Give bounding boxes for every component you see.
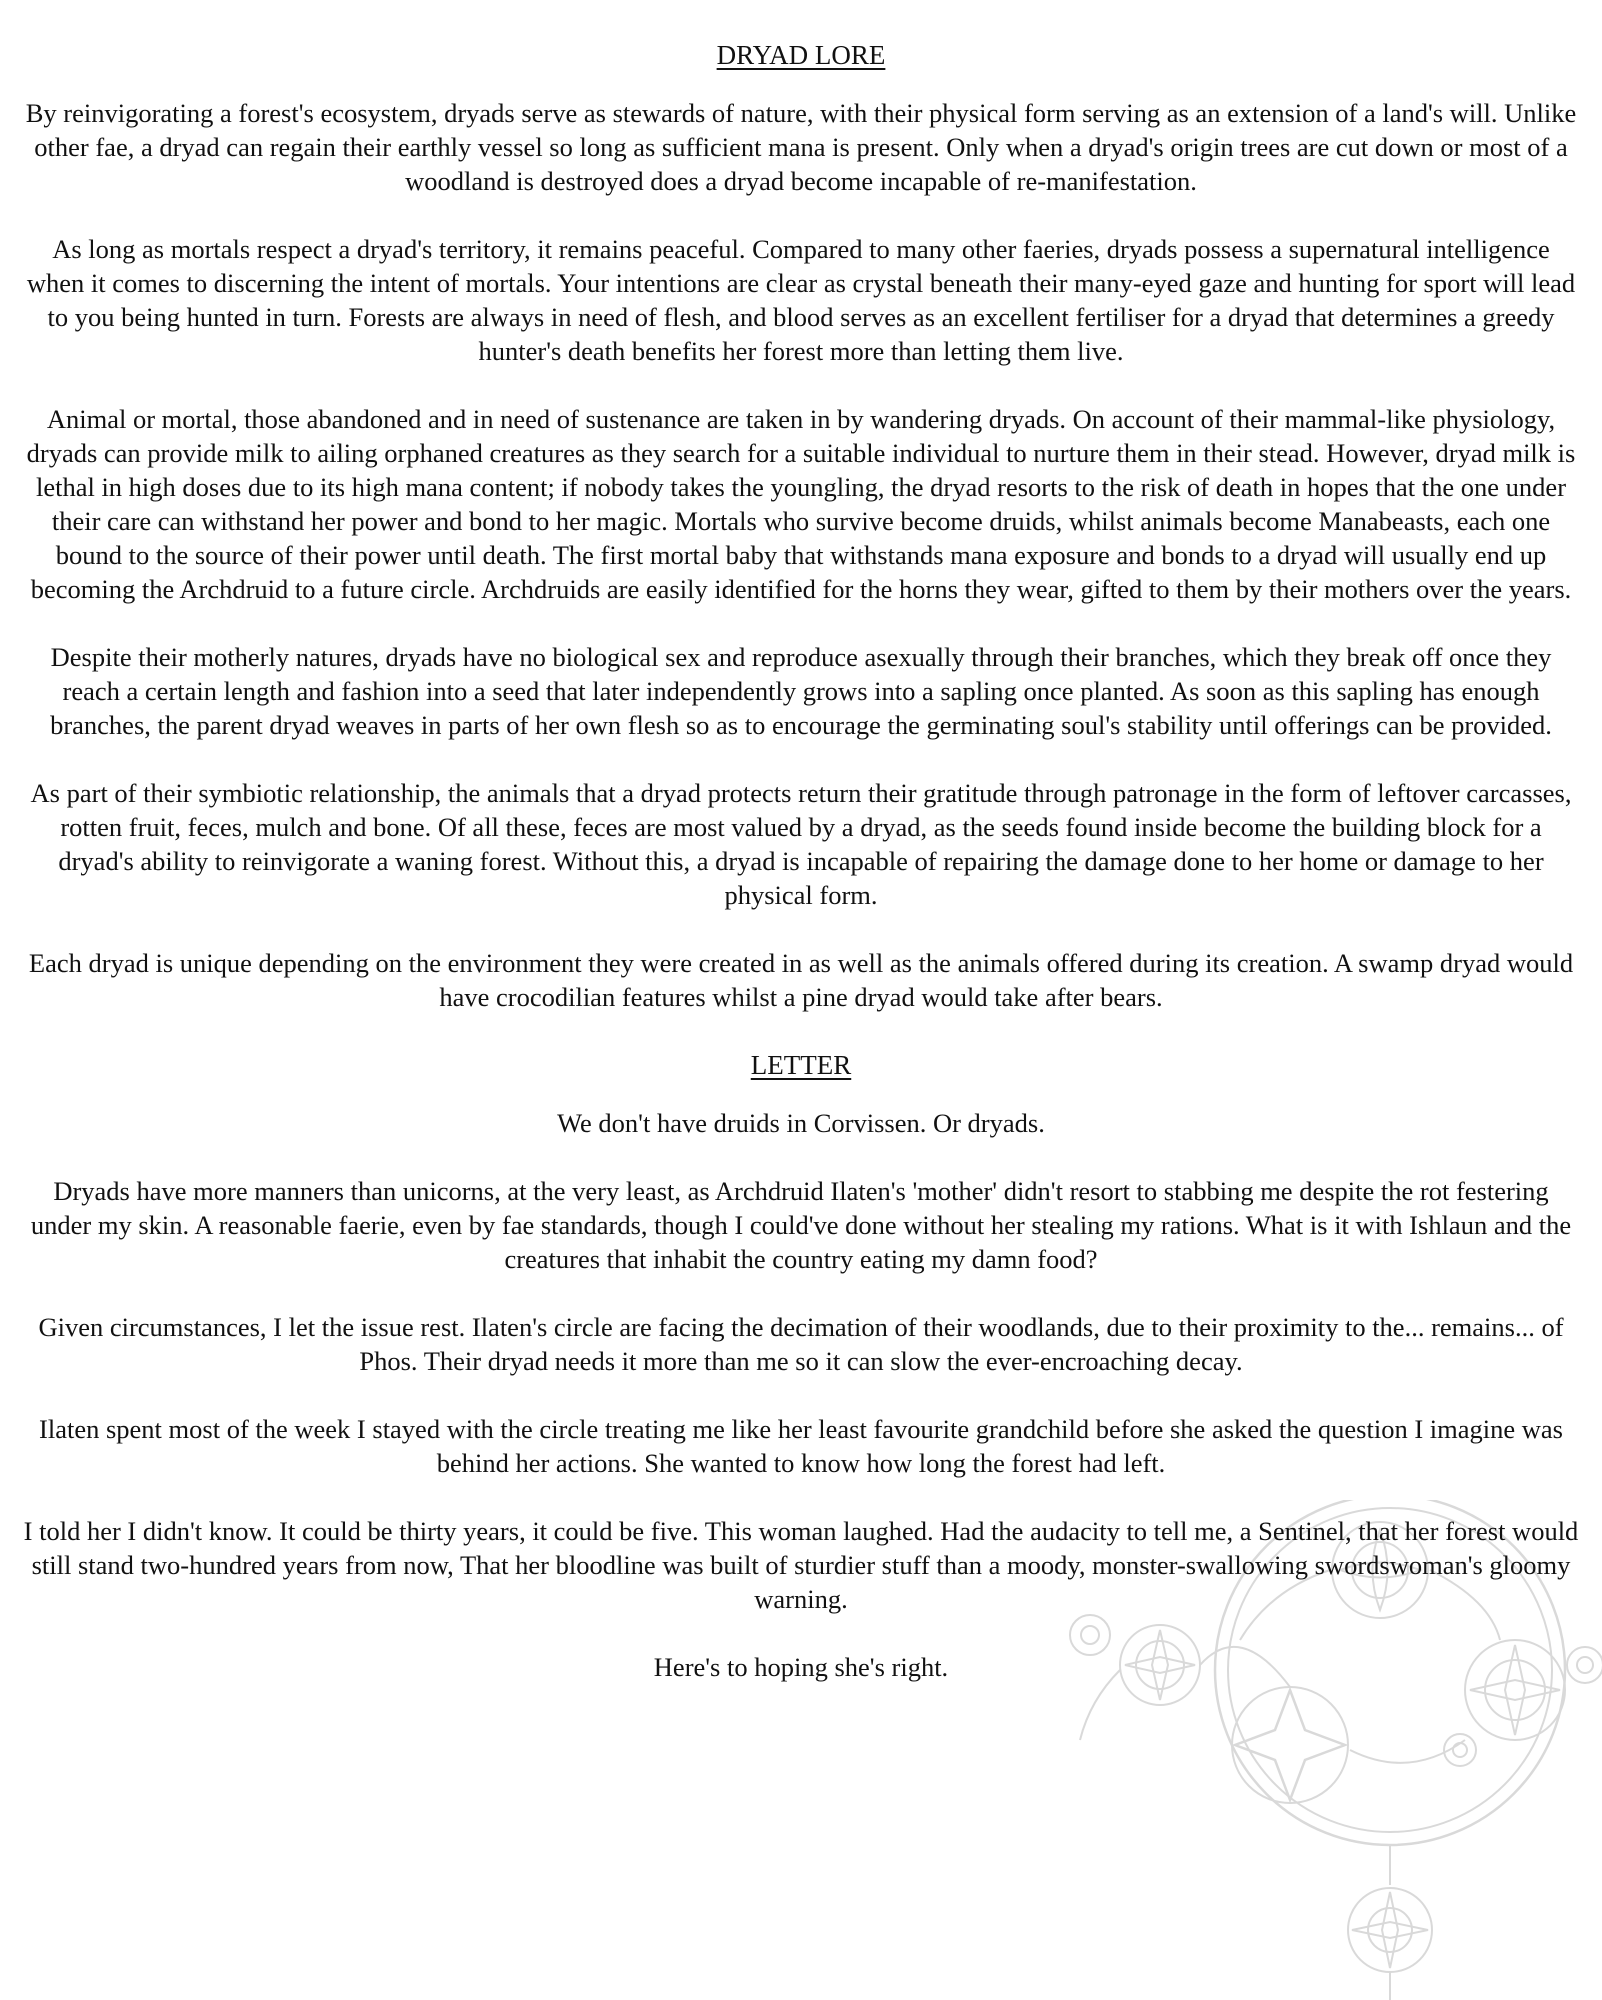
letter-title: LETTER: [750, 1050, 852, 1080]
letter-paragraph: Here's to hoping she's right.: [653, 1652, 949, 1682]
document-body: [22, 38, 1580, 1718]
lore-paragraph: By reinvigorating a forest's ecosystem, dryads serve as stewards of nature, with their physical form serving as an extension of a land's will. Unlike other fae, a dryad can regain their earthly vessel so long as sufficient mana is present. Only when a dryad's origin trees are cut down or most of a woodland is destroyed does a dryad become incapable of re-manifestation.: [25, 98, 1577, 196]
lore-paragraph: Despite their motherly natures, dryads have no biological sex and reproduce asexually through their branches, which they break off once they reach a certain length and fashion into a seed that later independently grows into a sapling once planted. As soon as this sapling has enough branches, the parent dryad weaves in parts of her own flesh so as to encourage the germinating soul's stability until offerings can be provided.: [50, 642, 1552, 740]
lore-paragraph: Animal or mortal, those abandoned and in need of sustenance are taken in by wandering dryads. On account of their mammal-like physiology, dryads can provide milk to ailing orphaned creatures as they search for a suitable individual to nurture them in their stead. However, dryad milk is lethal in high doses due to its high mana content; if nobody takes the youngling, the dryad resorts to the risk of death in hopes that the one under their care can withstand her power and bond to her magic. Mortals who survive become druids, whilst animals become Manabeasts, each one bound to the source of their power until death. The first mortal baby that withstands mana exposure and bonds to a dryad will usually end up becoming the Archdruid to a future circle. Archdruids are easily identified for the horns they wear, gifted to them by their mothers over the years.: [26, 404, 1576, 604]
lore-title: DRYAD LORE: [716, 40, 886, 70]
lore-paragraph: As long as mortals respect a dryad's territory, it remains peaceful. Compared to many other faeries, dryads possess a supernatural intelligence when it comes to discerning the intent of mortals. Your intentions are clear as crystal beneath their many-eyed gaze and hunting for sport will lead to you being hunted in turn. Forests are always in need of flesh, and blood serves as an excellent fertiliser for a dryad that determines a greedy hunter's death benefits her forest more than letting them live.: [26, 234, 1576, 366]
letter-paragraph: Given circumstances, I let the issue rest. Ilaten's circle are facing the decimation of their woodlands, due to their proximity to the... remains... of Phos. Their dryad needs it more than me so it can slow the ever-encroaching decay.: [38, 1312, 1564, 1376]
letter-paragraph: Ilaten spent most of the week I stayed with the circle treating me like her least favourite grandchild before she asked the question I imagine was behind her actions. She wanted to know how long the forest had left.: [39, 1414, 1563, 1478]
lore-paragraph: Each dryad is unique depending on the environment they were created in as well as the animals offered during its creation. A swamp dryad would have crocodilian features whilst a pine dryad would take after bears.: [28, 948, 1574, 1012]
lore-paragraph: As part of their symbiotic relationship, the animals that a dryad protects return their gratitude through patronage in the form of leftover carcasses, rotten fruit, feces, mulch and bone. Of all these, feces are most valued by a dryad, as the seeds found inside become the building block for a dryad's ability to reinvigorate a waning forest. Without this, a dryad is incapable of repairing the damage done to her home or damage to her physical form.: [30, 778, 1572, 910]
letter-paragraph: I told her I didn't know. It could be thirty years, it could be five. This woman laughed. Had the audacity to tell me, a Sentinel, that her forest would still stand two-hundred years from now, That her bloodline was built of sturdier stuff than a moody, monster-swallowing swordswoman's gloomy warning.: [23, 1516, 1579, 1614]
letter-paragraph: Dryads have more manners than unicorns, at the very least, as Archdruid Ilaten's 'mother' didn't resort to stabbing me despite the rot festering under my skin. A reasonable faerie, even by fae standards, though I could've done without her stealing my rations. What is it with Ishlaun and the creatures that inhabit the country eating my damn food?: [30, 1176, 1572, 1274]
letter-paragraph: We don't have druids in Corvissen. Or dryads.: [557, 1108, 1045, 1138]
